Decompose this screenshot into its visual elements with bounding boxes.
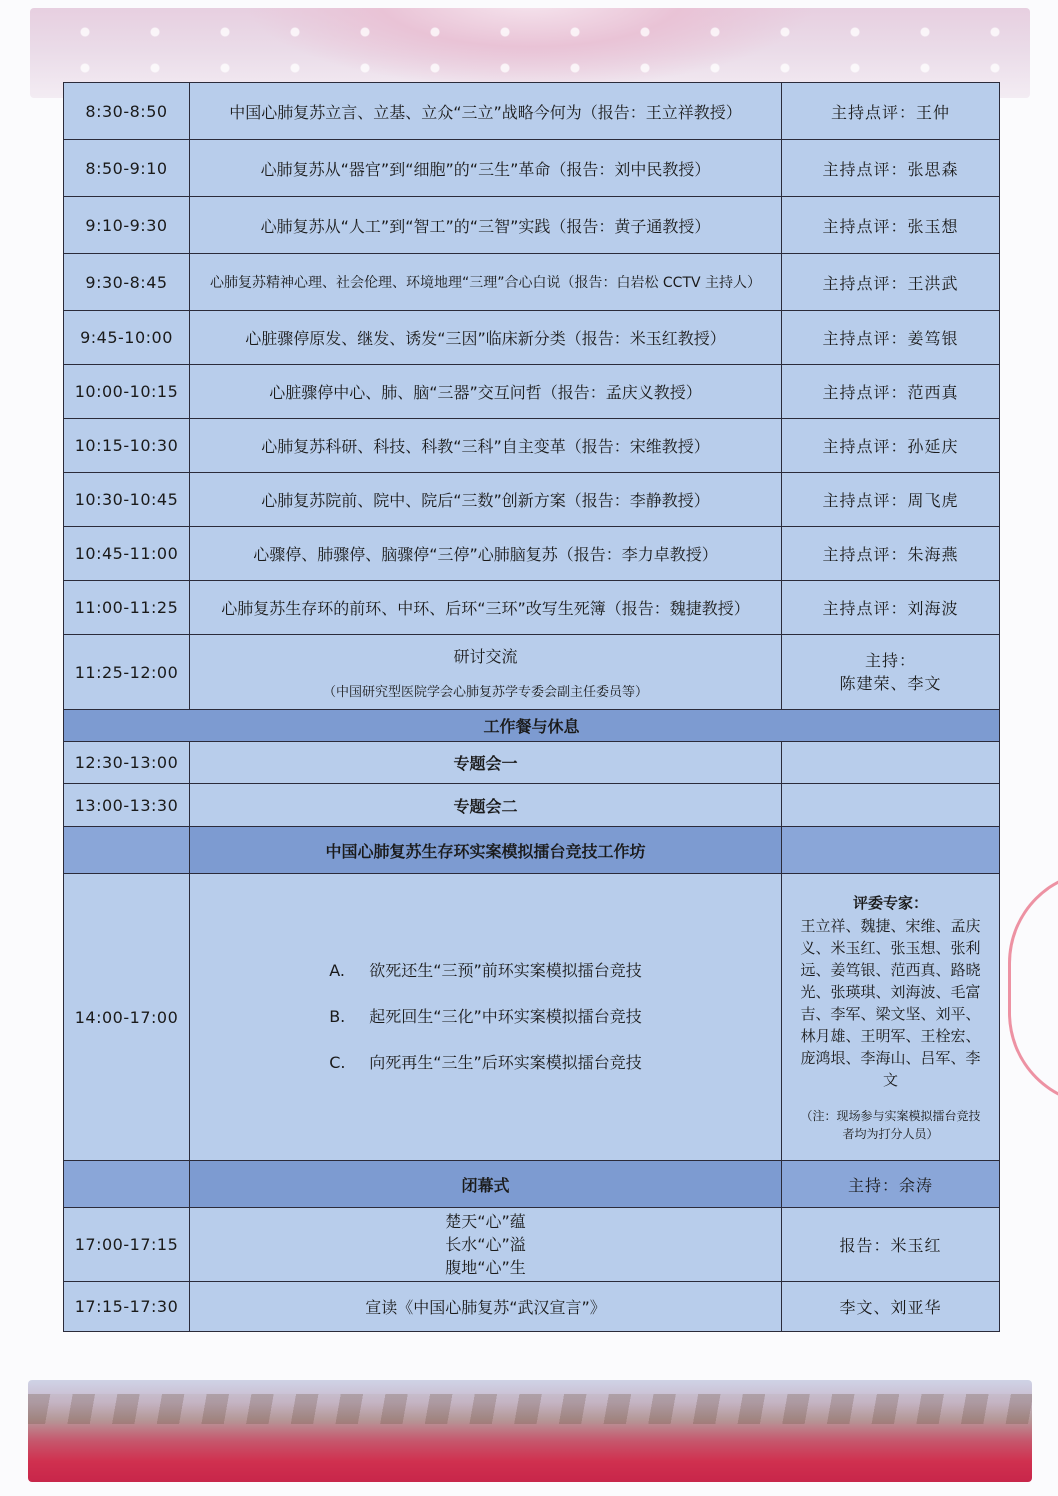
topic-cell: 心肺复苏院前、院中、院后“三数”创新方案（报告：李静教授） bbox=[190, 473, 782, 527]
special-session-row bbox=[64, 742, 1000, 784]
closing-report-cell bbox=[190, 1208, 782, 1282]
time-cell: 10:30-10:45 bbox=[64, 473, 190, 527]
host-cell: 主持点评：张思森 bbox=[782, 140, 1000, 197]
table-row bbox=[64, 365, 1000, 419]
time-cell: 17:15-17:30 bbox=[64, 1282, 190, 1332]
closing-host: 主持：余涛 bbox=[782, 1161, 1000, 1208]
table-row bbox=[64, 581, 1000, 635]
time-cell: 11:00-11:25 bbox=[64, 581, 190, 635]
topic-cell: 中国心肺复苏立言、立基、立众“三立”战略今何为（报告：王立祥教授） bbox=[190, 83, 782, 140]
time-cell: 14:00-17:00 bbox=[64, 874, 190, 1161]
closing-title: 闭幕式 bbox=[190, 1161, 782, 1208]
workshop-title: 中国心肺复苏生存环实案模拟擂台竞技工作坊 bbox=[190, 827, 782, 874]
footer-hills bbox=[28, 1394, 1032, 1424]
declaration-title: 宣读《中国心肺复苏“武汉宣言”》 bbox=[190, 1282, 782, 1332]
host-cell: 主持点评：姜笃银 bbox=[782, 311, 1000, 365]
time-cell: 11:25-12:00 bbox=[64, 635, 190, 710]
workshop-band bbox=[64, 827, 1000, 874]
discussion-cell bbox=[190, 635, 782, 710]
host-cell: 报告：米玉红 bbox=[782, 1208, 1000, 1282]
host-cell: 主持点评：王洪武 bbox=[782, 254, 1000, 311]
time-cell: 13:00-13:30 bbox=[64, 784, 190, 827]
report-line-1: 楚天“心”蕴 bbox=[445, 1212, 526, 1231]
time-cell: 10:45-11:00 bbox=[64, 527, 190, 581]
host-cell: 主持点评：朱海燕 bbox=[782, 527, 1000, 581]
special-session-title: 专题会二 bbox=[190, 784, 782, 827]
time-cell: 8:30-8:50 bbox=[64, 83, 190, 140]
time-cell: 9:30-8:45 bbox=[64, 254, 190, 311]
host-cell: 主持点评：范西真 bbox=[782, 365, 1000, 419]
workshop-options bbox=[329, 948, 642, 1086]
discussion-subtitle: （中国研究型医院学会心肺复苏学专委会副主任委员等） bbox=[322, 685, 648, 700]
schedule-table bbox=[63, 82, 1000, 1332]
table-row bbox=[64, 197, 1000, 254]
option-b: B. 起死回生“三化”中环实案模拟擂台竞技 bbox=[329, 1007, 642, 1026]
table-row bbox=[64, 419, 1000, 473]
topic-cell: 心肺复苏从“器官”到“细胞”的“三生”革命（报告：刘中民教授） bbox=[190, 140, 782, 197]
judges-title: 评委专家： bbox=[852, 893, 928, 912]
host-cell: 李文、刘亚华 bbox=[782, 1282, 1000, 1332]
declaration-row bbox=[64, 1282, 1000, 1332]
empty-cell bbox=[64, 1161, 190, 1208]
topic-cell: 心肺复苏精神心理、社会伦理、环境地理“三理”合心白说（报告：白岩松 CCTV 主持人） bbox=[190, 254, 782, 311]
topic-cell: 心脏骤停原发、继发、诱发“三因”临床新分类（报告：米玉红教授） bbox=[190, 311, 782, 365]
table-row bbox=[64, 140, 1000, 197]
table-row bbox=[64, 254, 1000, 311]
special-session-row bbox=[64, 784, 1000, 827]
host-cell: 主持点评：刘海波 bbox=[782, 581, 1000, 635]
workshop-options-cell bbox=[190, 874, 782, 1161]
discussion-title: 研讨交流 bbox=[453, 647, 518, 666]
host-cell: 主持点评：张玉想 bbox=[782, 197, 1000, 254]
judges-note: （注：现场参与实案模拟擂台竞技者均为打分人员） bbox=[800, 1108, 981, 1141]
time-cell: 10:00-10:15 bbox=[64, 365, 190, 419]
judges-list: 王立祥、魏捷、宋维、孟庆义、米玉红、张玉想、张利远、姜笃银、范西真、路晓光、张瑛琪、刘海波、毛富吉、李军、梁文坚、刘平、林月雄、王明军、王栓宏、庞鸿垠、李海山、吕军、李文 bbox=[800, 916, 981, 1089]
host-cell: 主持点评：周飞虎 bbox=[782, 473, 1000, 527]
empty-cell bbox=[64, 827, 190, 874]
closing-report-row bbox=[64, 1208, 1000, 1282]
option-c: C. 向死再生“三生”后环实案模拟擂台竞技 bbox=[329, 1053, 642, 1072]
time-cell: 12:30-13:00 bbox=[64, 742, 190, 784]
judges-cell bbox=[782, 874, 1000, 1161]
closing-band bbox=[64, 1161, 1000, 1208]
lunch-band bbox=[64, 710, 1000, 742]
option-a: A. 欲死还生“三预”前环实案模拟擂台竞技 bbox=[329, 961, 642, 980]
topic-cell: 心肺复苏科研、科技、科教“三科”自主变革（报告：宋维教授） bbox=[190, 419, 782, 473]
host-names: 陈建荣、李文 bbox=[839, 674, 942, 693]
time-cell: 9:10-9:30 bbox=[64, 197, 190, 254]
red-seal-stamp bbox=[1008, 870, 1058, 1106]
time-cell: 9:45-10:00 bbox=[64, 311, 190, 365]
empty-cell bbox=[782, 784, 1000, 827]
empty-cell bbox=[782, 742, 1000, 784]
topic-cell: 心肺复苏从“人工”到“智工”的“三智”实践（报告：黄子通教授） bbox=[190, 197, 782, 254]
lunch-label: 工作餐与休息 bbox=[64, 710, 1000, 742]
table-row bbox=[64, 83, 1000, 140]
table-row bbox=[64, 473, 1000, 527]
discussion-row bbox=[64, 635, 1000, 710]
host-cell bbox=[782, 635, 1000, 710]
table-row bbox=[64, 527, 1000, 581]
empty-cell bbox=[782, 827, 1000, 874]
time-cell: 8:50-9:10 bbox=[64, 140, 190, 197]
report-line-3: 腹地“心”生 bbox=[445, 1258, 526, 1277]
topic-cell: 心肺复苏生存环的前环、中环、后环“三环”改写生死簿（报告：魏捷教授） bbox=[190, 581, 782, 635]
special-session-title: 专题会一 bbox=[190, 742, 782, 784]
time-cell: 17:00-17:15 bbox=[64, 1208, 190, 1282]
host-cell: 主持点评：王仲 bbox=[782, 83, 1000, 140]
report-line-2: 长水“心”溢 bbox=[445, 1235, 526, 1254]
host-cell: 主持点评：孙延庆 bbox=[782, 419, 1000, 473]
time-cell: 10:15-10:30 bbox=[64, 419, 190, 473]
host-label: 主持： bbox=[864, 651, 916, 670]
footer-decoration bbox=[28, 1380, 1032, 1482]
topic-cell: 心脏骤停中心、肺、脑“三器”交互问哲（报告：孟庆义教授） bbox=[190, 365, 782, 419]
topic-cell: 心骤停、肺骤停、脑骤停“三停”心肺脑复苏（报告：李力卓教授） bbox=[190, 527, 782, 581]
table-row bbox=[64, 311, 1000, 365]
workshop-row bbox=[64, 874, 1000, 1161]
